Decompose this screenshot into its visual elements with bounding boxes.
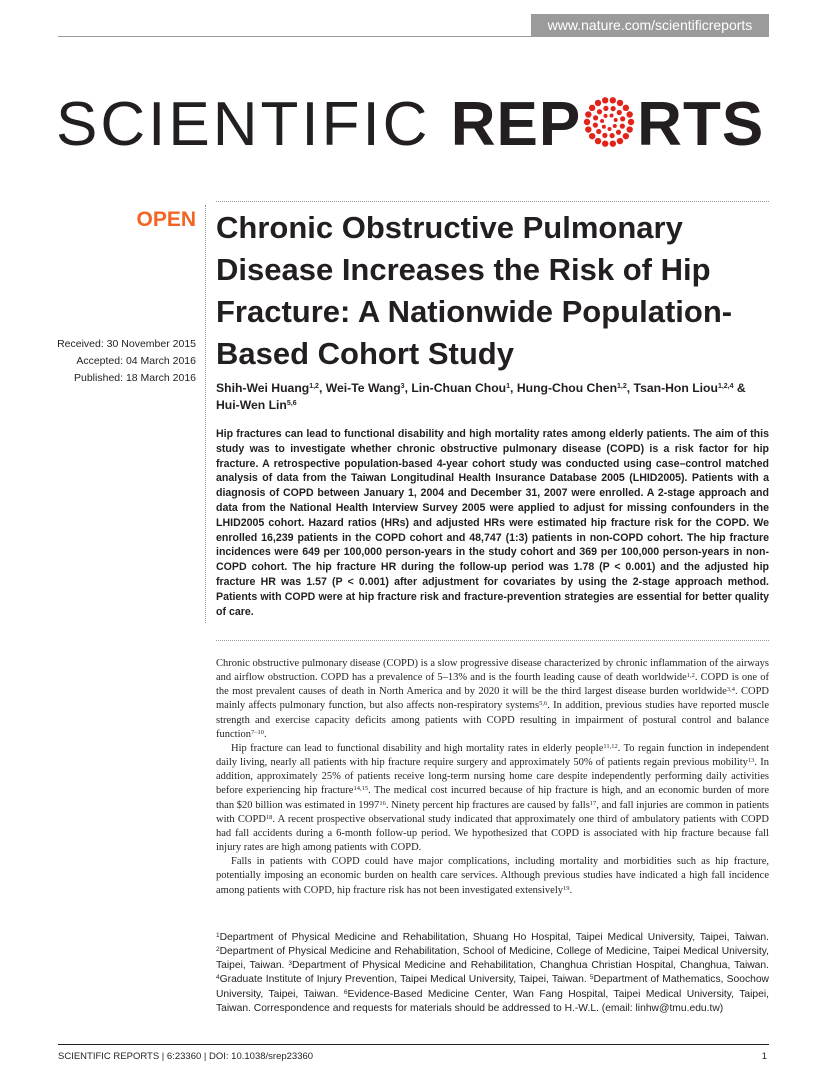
text-run: . COPD is one of the most prevalent causes of death in North America and by 2020 it will be the third largest disease burden worldwide [216,672,769,698]
logo-dot [610,133,615,138]
text-run: . Ninety percent hip fractures are caused by falls [385,799,590,811]
logo-dot [604,114,608,118]
author-separator: , [404,381,412,395]
journal-url[interactable]: www.nature.com/scientificreports [531,14,769,36]
citation-superscript: 17 [589,799,597,807]
text-run: Department of Physical Medicine and Rehabilitation, School of Medicine, College of Medicine, Taipei Medical University, Taipei, Taiwan. [216,946,769,972]
logo-dot [611,106,616,111]
published-date: Published: 18 March 2016 [74,372,196,384]
citation-superscript: 3 [288,960,292,968]
body-paragraph [216,657,769,742]
text-run: Falls in patients with COPD could have major complications, including mortality and morbidities such as hip fracture, potentially imposing an economic burden on health care services. Although previous studies have indicated a high fall incidence among patients with COPD, hip fracture risk has not been investigated extensively [216,856,769,896]
article-title: Chronic Obstructive Pulmonary Disease Increases the Risk of Hip Fracture: A Nationwide Population-Based Cohort Study [216,210,733,371]
masthead-light: SCIENTIFIC [56,90,451,159]
logo-dot [623,133,629,139]
text-run: . The medical cost incurred because of hip fracture is high, and an economic burden of more than $20 billion was estimated in 1997 [216,785,769,811]
author-name: Tsan-Hon Liou [633,381,718,395]
footer-rule [58,1044,769,1045]
citation-superscript: 16 [379,799,386,807]
header-rule [58,36,769,37]
title-top-dotted-rule [216,201,769,202]
citation-superscript: 1,2 [686,672,695,680]
logo-dot [617,138,623,144]
logo-dot [600,119,604,123]
masthead-bold-1: REP [450,90,582,159]
author-list [216,380,772,414]
logo-dot [597,109,602,114]
logo-dot [602,140,608,146]
text-run: . A recent prospective observational study indicated that approximately one third of ambulatory patients with COPD had fall accidents during a 6-month follow-up period. We hypothesized that COPD is associated with hip fracture because fall injury rates are high among patients with COPD. [216,813,769,854]
author-affiliation-marker: 1,2 [617,383,627,390]
body-paragraph [216,855,769,897]
open-access-label: OPEN [136,208,196,231]
text-run: . COPD mainly affects pulmonary function, but also affects non-respiratory systems [216,686,769,712]
author-name: Wei-Te Wang [325,381,401,395]
vertical-dotted-rule [205,205,206,623]
logo-dot [589,105,595,111]
logo-dot [610,113,614,117]
author-separator: , [510,381,517,395]
main-text [216,657,769,898]
logo-dot [585,111,591,117]
citation-superscript: 5,6 [539,700,548,708]
journal-masthead [56,85,776,165]
body-paragraph [216,742,769,855]
logo-dot [584,119,590,125]
logo-dot [589,133,595,139]
citation-superscript: 7–10 [251,728,264,736]
author-affiliation-marker: 1 [506,383,511,390]
text-run: Department of Mathematics, Soochow University, Taipei, Taiwan. [216,974,769,1000]
author-separator: , [318,381,326,395]
author-name: Hui-Wen Lin [216,398,287,412]
abstract: Hip fractures can lead to functional disability and high mortality rates among elderly patients. The aim of this study was to investigate whether chronic obstructive pulmonary disease (COPD) is a risk factor for hip fracture. A retrospective population-based 4-year cohort study was conducted using case–control matched analysis of data from the Taiwan Longitudinal Health Insurance Database 2005 (LHID2005). Patients with a diagnosis of COPD between January 1, 2004 and December 31, 2007 were enrolled. A 2-stage approach and data from the National Health Interview Survey 2005 were applied to adjust for missing confounders in the LHID2005 cohort. Hazard ratios (HRs) and adjusted HRs were estimated hip fracture risk for the COPD. We enrolled 16,239 patients in the COPD cohort and 48,747 (1:3) patients in non-COPD cohort. The hip fracture incidences were 649 per 100,000 person-years in the study cohort and 369 per 100,000 person-years in non-COPD cohort. The hip fracture HR during the follow-up period was 1.78 (P < 0.001) and the adjusted hip fracture HR was 1.57 (P < 0.001) after adjustment for covariates by using the 2-stage approach method. Patients with COPD were at hip fracture risk and fracture-prevention strategies are essential for better quality of care. [216,428,769,618]
logo-dot [623,105,629,111]
logo-dot [613,124,617,128]
logo-dot [585,126,591,132]
o-logo-icon [583,96,635,148]
citation-superscript: 11,12 [603,742,618,750]
logo-dot [617,110,622,115]
citation-superscript: 14,15 [353,785,369,793]
author-affiliation-marker: 1,2,4 [717,383,734,390]
text-run: . [569,884,573,896]
text-run: . In addition, previous studies have reported muscle strength and exercise capacity deficits among patients with COPD resulting in impairment of postural control and balance function [216,700,769,740]
page-number: 1 [761,1051,767,1062]
masthead-bold-2: RTS [637,90,765,159]
logo-dot [596,129,601,134]
citation-superscript: 5 [589,974,594,982]
citation-superscript: 2 [216,946,220,954]
citation-superscript: 18 [265,813,273,821]
logo-dot [603,106,608,111]
logo-dot [627,111,633,117]
logo-dot [610,140,616,146]
affiliations [216,931,769,1016]
logo-dot [602,125,606,129]
logo-dot [620,124,625,129]
received-date: Received: 30 November 2015 [57,338,196,350]
author-affiliation-marker: 1,2 [309,383,319,390]
citation-superscript: 1 [216,932,220,939]
logo-dot [595,138,601,144]
article-dates [40,336,196,387]
author-affiliation-marker: 5,6 [286,400,297,407]
logo-dot [593,115,598,120]
logo-dot [614,118,618,122]
author-name: Lin-Chuan Chou [411,381,507,395]
text-run: . [264,728,267,740]
logo-dot [616,130,621,135]
author-affiliation-marker: 3 [400,383,405,390]
abstract-bottom-dotted-rule [216,640,769,641]
logo-dot [627,126,633,132]
author-name: Shih-Wei Huang [216,381,310,395]
text-run: Department of Physical Medicine and Rehabilitation, Changhua Christian Hospital, Changhua, Taiwan. [291,960,769,972]
text-run: , and fall injuries are common in patients with COPD [216,799,770,825]
text-run: Chronic obstructive pulmonary disease (COPD) is a slow progressive disease characterized by chronic inflammation of the airways and airflow obstruction. COPD has a prevalence of 5–13% and is the fourth leading cause of death worldwide [216,658,769,684]
author-name: Hung-Chou Chen [516,381,618,395]
logo-dot [595,100,601,106]
text-run: . To regain function in independent daily living, nearly all patients with hip fracture require surgery and approximately 50% of patients regain previous mobility [216,742,769,769]
logo-dot [602,133,607,138]
logo-dot [593,123,598,128]
text-run: Department of Physical Medicine and Rehabilitation, Shuang Ho Hospital, Taipei Medical University, Taipei, Taiwan. [219,932,769,943]
citation-superscript: 6 [343,988,348,996]
author-separator: , [626,381,634,395]
citation-superscript: 3,4 [726,686,735,694]
logo-dot [620,116,625,121]
accepted-date: Accepted: 04 March 2016 [76,355,196,367]
author-separator: & [733,381,746,395]
citation-superscript: 4 [216,974,220,982]
text-run: Hip fracture can lead to functional disability and high mortality rates in elderly people [231,742,604,754]
citation-superscript: 19 [563,884,570,892]
logo-dot [617,100,623,106]
text-run: Graduate Institute of Injury Prevention, Taipei Medical University, Taipei, Taiwan. [219,974,590,986]
logo-dot [602,97,608,103]
logo-dot [628,119,634,125]
footer-citation: SCIENTIFIC REPORTS | 6:23360 | DOI: 10.1038/srep23360 [58,1051,314,1062]
logo-dot [610,97,616,103]
logo-dot [608,127,612,131]
citation-superscript: 13 [747,757,755,765]
text-run: Evidence-Based Medicine Center, Wan Fang Hospital, Taipei Medical University, Taipei, Taiwan. Correspondence and requests for materials should be addressed to H.-W.L. (email: linhw@tmu.edu.tw) [216,988,770,1014]
text-run: . In addition, approximately 25% of patients receive long-term nursing home care despite independently performing daily activities before experiencing hip fracture [216,757,769,797]
